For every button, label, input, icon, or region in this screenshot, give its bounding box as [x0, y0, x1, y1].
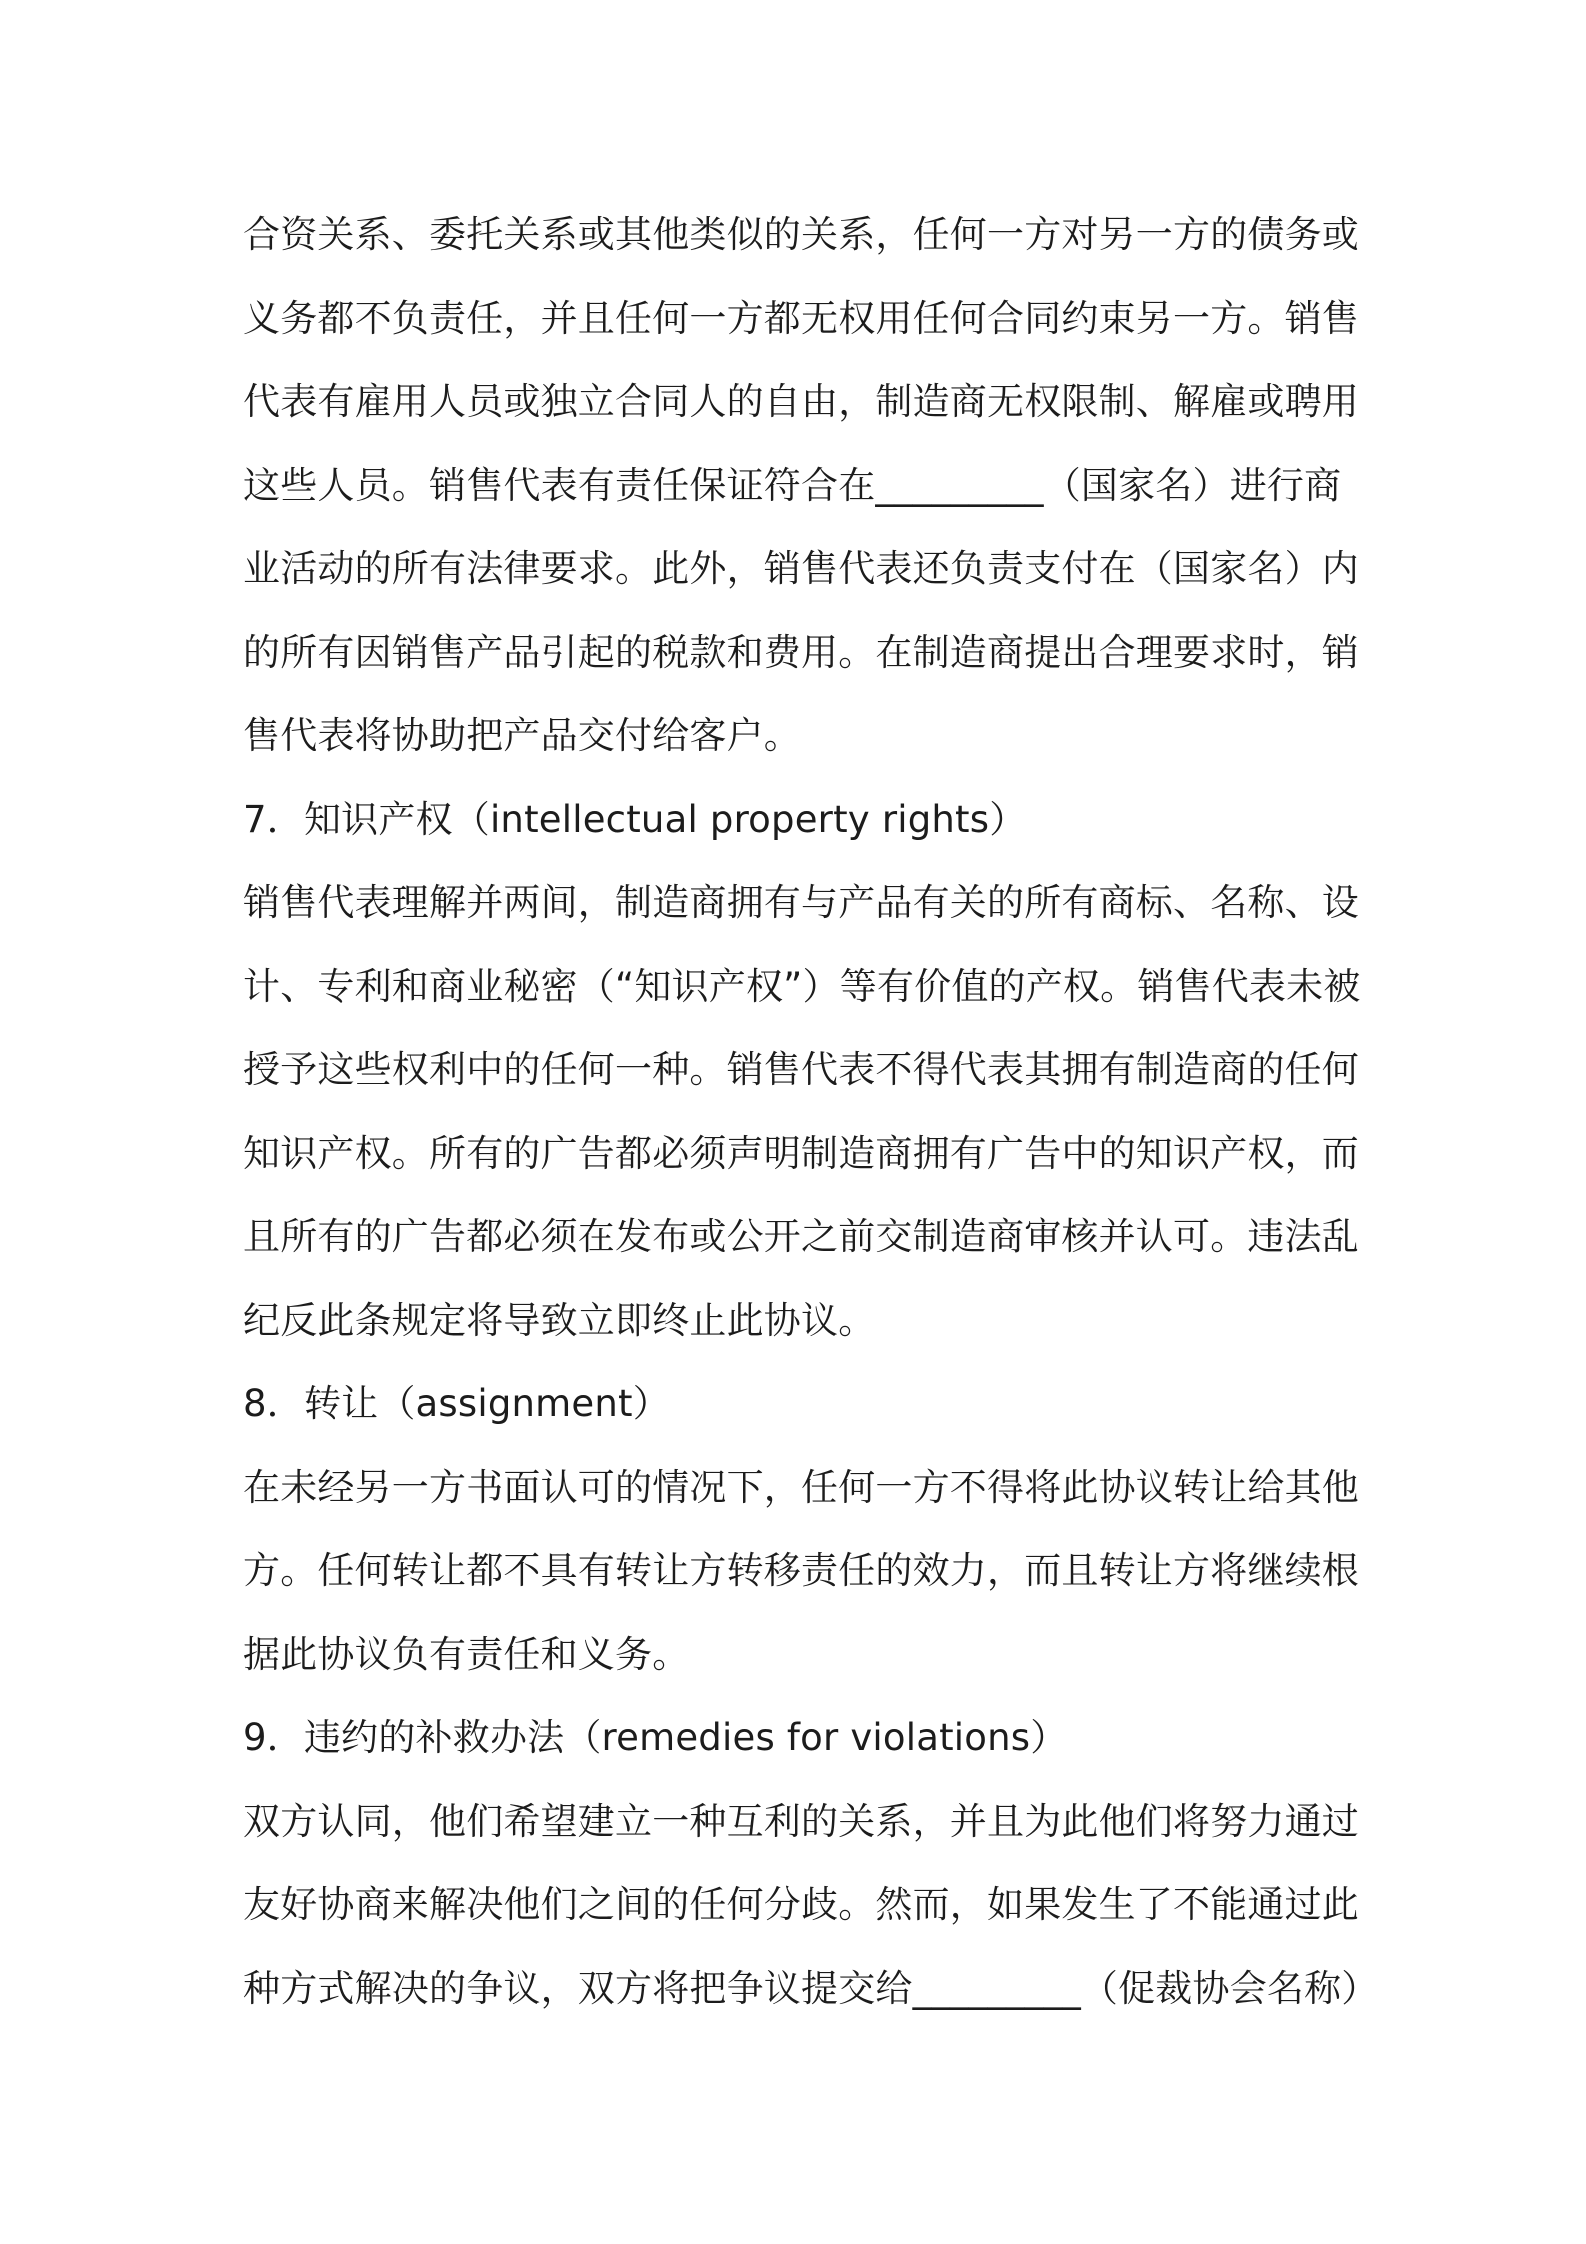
- document-body: [243, 193, 1379, 2030]
- paragraph-line: 据此协议负有责任和义务。: [243, 1632, 690, 1676]
- paragraph-line: 在未经另一方书面认可的情况下，任何一方不得将此协议转让给其他: [243, 1465, 1359, 1509]
- paragraph-line: 且所有的广告都必须在发布或公开之前交制造商审核并认可。违法乱: [243, 1215, 1359, 1258]
- paragraph-line: 友好协商来解决他们之间的任何分歧。然而，如果发生了不能通过此: [243, 1883, 1359, 1926]
- section-heading-intellectual-property: 7．知识产权（intellectual property rights）: [243, 797, 1027, 841]
- paragraph-line: 纪反此条规定将导致立即终止此协议。: [243, 1298, 876, 1342]
- paragraph-line: 合资关系、委托关系或其他类似的关系，任何一方对另一方的债务或: [243, 213, 1359, 256]
- paragraph-line: 的所有因销售产品引起的税款和费用。在制造商提出合理要求时，销: [243, 630, 1359, 674]
- paragraph-line: 授予这些权利中的任何一种。销售代表不得代表其拥有制造商的任何: [243, 1048, 1359, 1091]
- paragraph-line: 售代表将协助把产品交付给客户。: [243, 714, 801, 757]
- paragraph-line: 计、专利和商业秘密（“知识产权”）等有价值的产权。销售代表未被: [243, 964, 1361, 1008]
- paragraph-line: 种方式解决的争议，双方将把争议提交给_________（促裁协会名称）: [243, 1966, 1379, 2010]
- section-heading-remedies: 9．违约的补救办法（remedies for violations）: [243, 1716, 1068, 1759]
- paragraph-line: 代表有雇用人员或独立合同人的自由，制造商无权限制、解雇或聘用: [243, 380, 1359, 423]
- paragraph-line: 义务都不负责任，并且任何一方都无权用任何合同约束另一方。销售: [243, 296, 1359, 340]
- paragraph-line: 业活动的所有法律要求。此外，销售代表还负责支付在（国家名）内: [243, 547, 1359, 590]
- section-heading-assignment: 8．转让（assignment）: [243, 1382, 670, 1425]
- paragraph-line: 销售代表理解并两间，制造商拥有与产品有关的所有商标、名称、设: [243, 881, 1359, 924]
- paragraph-line: 双方认同，他们希望建立一种互利的关系，并且为此他们将努力通过: [243, 1799, 1359, 1843]
- paragraph-line: 这些人员。销售代表有责任保证符合在_________（国家名）进行商: [243, 463, 1342, 507]
- paragraph-line: 方。任何转让都不具有转让方转移责任的效力，而且转让方将继续根: [243, 1549, 1359, 1592]
- paragraph-line: 知识产权。所有的广告都必须声明制造商拥有广告中的知识产权，而: [243, 1131, 1359, 1175]
